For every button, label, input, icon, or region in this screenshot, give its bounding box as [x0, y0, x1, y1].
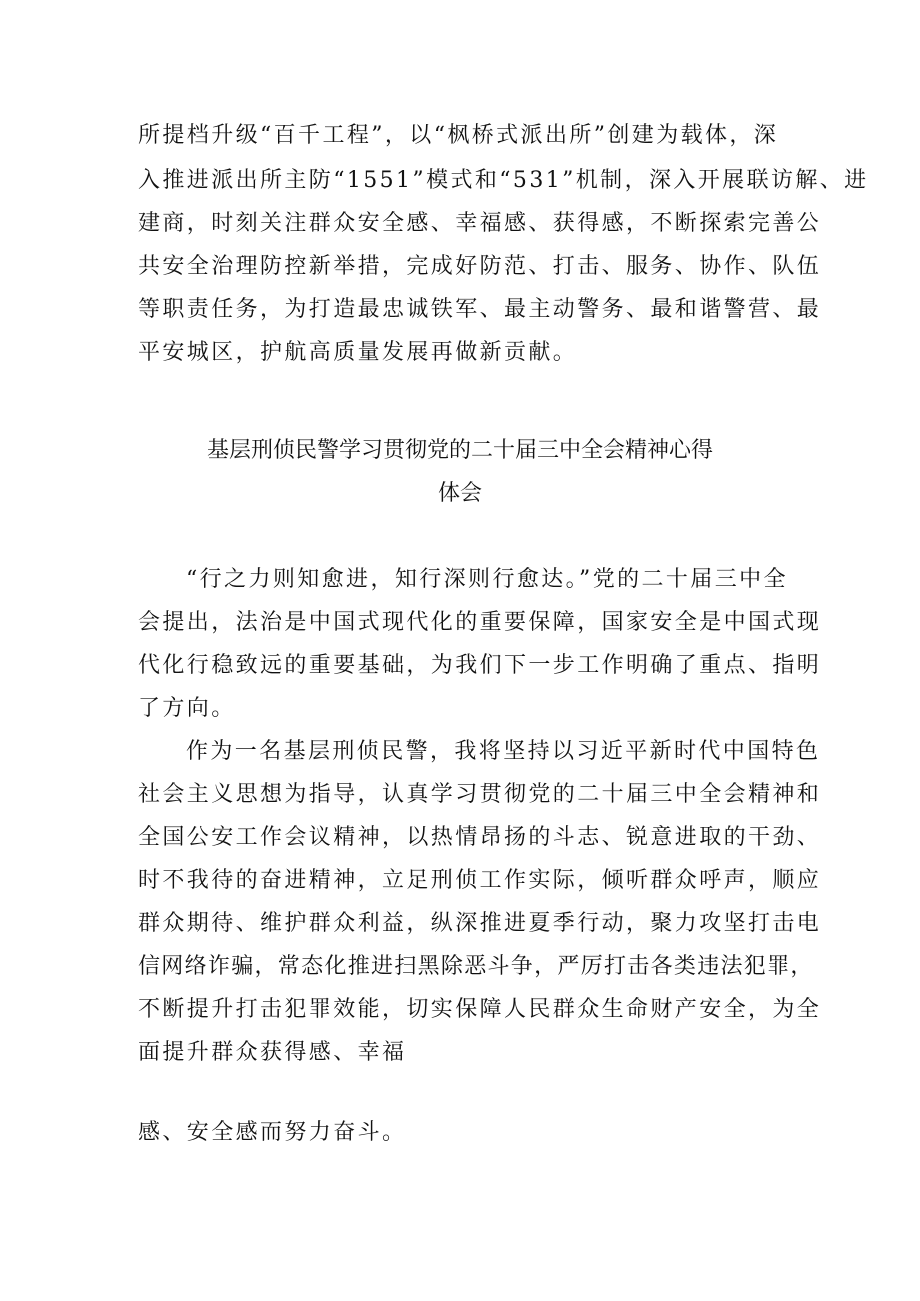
text-line: 全国公安工作会议精神，以热情昂扬的斗志、锐意进取的干劲、: [138, 825, 822, 850]
text-line: 时不我待的奋进精神，立足刑侦工作实际，倾听群众呼声，顺应: [138, 868, 822, 893]
text-line: 等职责任务，为打造最忠诚铁军、最主动警务、最和谐警营、最: [138, 297, 822, 322]
text-line: 建商，时刻关注群众安全感、幸福感、获得感，不断探索完善公: [138, 211, 822, 236]
text-line: 作为一名基层刑侦民警，我将坚持以习近平新时代中国特色: [186, 739, 821, 764]
text-line: 群众期待、维护群众利益，纵深推进夏季行动，聚力攻坚打击电: [138, 911, 822, 936]
text-line: 不断提升打击犯罪效能，切实保障人民群众生命财产安全，为全: [138, 997, 822, 1022]
article-title-line: 基层刑侦民警学习贯彻党的二十届三中全会精神心得: [206, 438, 713, 463]
text-line: 所提档升级“百千工程”，以“枫桥式派出所”创建为载体，深: [138, 123, 779, 148]
closing-line: 感、安全感而努力奋斗。: [138, 1120, 407, 1145]
text-line: 入推进派出所主防“1551”模式和“531”机制，深入开展联访解、进: [138, 168, 869, 193]
text-line: 社会主义思想为指导，认真学习贯彻党的二十届三中全会精神和: [138, 782, 822, 807]
text-line: 信网络诈骗，常态化推进扫黑除恶斗争，严厉打击各类违法犯罪，: [138, 954, 814, 979]
text-line: 会提出，法治是中国式现代化的重要保障，国家安全是中国式现: [138, 610, 822, 635]
text-line: “行之力则知愈进，知行深则行愈达。”党的二十届三中全: [186, 567, 788, 592]
text-line: 平安城区，护航高质量发展再做新贡献。: [138, 340, 578, 365]
article-title-line: 体会: [437, 481, 482, 506]
text-line: 了方向。: [138, 696, 236, 721]
text-line: 代化行稳致远的重要基础，为我们下一步工作明确了重点、指明: [138, 653, 822, 678]
text-line: 共安全治理防控新举措，完成好防范、打击、服务、协作、队伍: [138, 254, 822, 279]
text-line: 面提升群众获得感、幸福: [138, 1040, 407, 1065]
